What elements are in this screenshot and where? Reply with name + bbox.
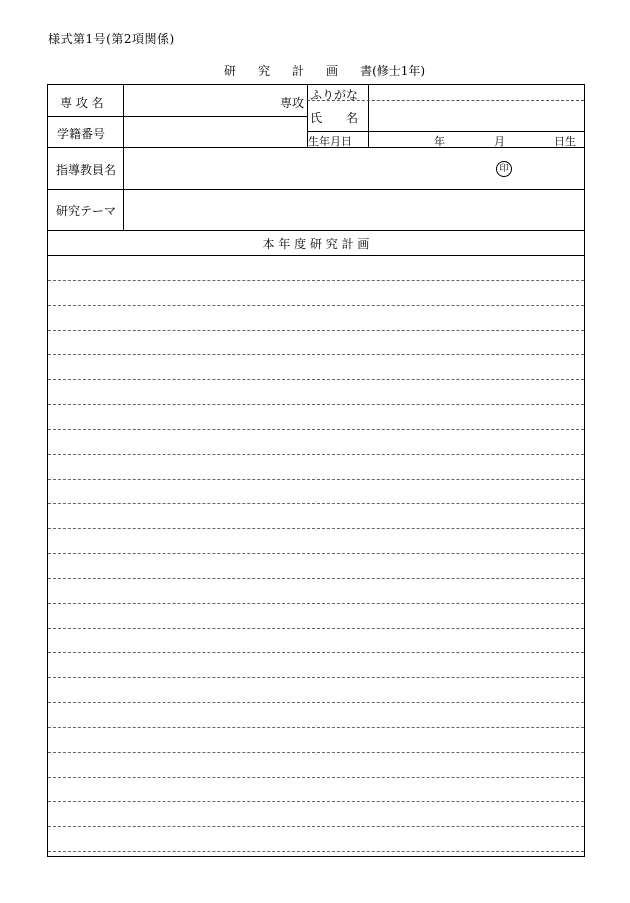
writing-line xyxy=(48,826,584,827)
furigana-label: ふりがな xyxy=(310,88,359,102)
writing-line xyxy=(48,677,584,678)
birthdate-label: 生年月日 xyxy=(308,135,352,148)
writing-line xyxy=(48,354,584,355)
plan-heading: 本 年 度 研 究 計 画 xyxy=(262,237,370,251)
major-suffix: 専攻 xyxy=(280,96,305,110)
writing-line xyxy=(48,578,584,579)
writing-line xyxy=(48,479,584,480)
name-label: 氏 名 xyxy=(310,111,359,125)
student-id-label: 学籍番号 xyxy=(57,127,106,141)
writing-area xyxy=(48,255,584,856)
birthdate-top-divider xyxy=(307,131,584,132)
major-label: 専 攻 名 xyxy=(60,96,104,110)
writing-line xyxy=(48,404,584,405)
name-label-divider xyxy=(368,85,369,147)
title-char: 画 xyxy=(326,64,339,78)
day-label: 日生 xyxy=(554,135,576,148)
label-column-divider xyxy=(123,85,124,230)
writing-line xyxy=(48,454,584,455)
writing-line xyxy=(48,429,584,430)
writing-line xyxy=(48,503,584,504)
writing-line xyxy=(48,628,584,629)
writing-line xyxy=(48,851,584,852)
year-label: 年 xyxy=(434,135,445,148)
writing-line xyxy=(48,603,584,604)
document-title xyxy=(224,62,425,79)
title-char: 書 xyxy=(360,64,373,78)
form-frame xyxy=(47,84,585,857)
advisor-label: 指導教員名 xyxy=(56,163,117,177)
writing-line xyxy=(48,553,584,554)
writing-line xyxy=(48,528,584,529)
writing-line xyxy=(48,379,584,380)
writing-line xyxy=(48,727,584,728)
title-char: 究 xyxy=(258,64,271,78)
seal-mark: 印 xyxy=(496,161,512,177)
theme-bottom-divider xyxy=(48,230,584,231)
writing-line xyxy=(48,702,584,703)
theme-label: 研究テーマ xyxy=(56,204,117,218)
advisor-bottom-divider xyxy=(48,189,584,190)
form-code: 様式第1号(第2項関係) xyxy=(48,32,175,46)
writing-line xyxy=(48,801,584,802)
writing-line xyxy=(48,305,584,306)
writing-line xyxy=(48,280,584,281)
title-suffix: (修士1年) xyxy=(372,64,426,78)
writing-line xyxy=(48,652,584,653)
month-label: 月 xyxy=(494,135,505,148)
title-char: 計 xyxy=(292,64,305,78)
major-row-divider xyxy=(48,116,307,117)
writing-line xyxy=(48,777,584,778)
writing-line xyxy=(48,752,584,753)
title-char: 研 xyxy=(224,64,237,78)
writing-line xyxy=(48,330,584,331)
